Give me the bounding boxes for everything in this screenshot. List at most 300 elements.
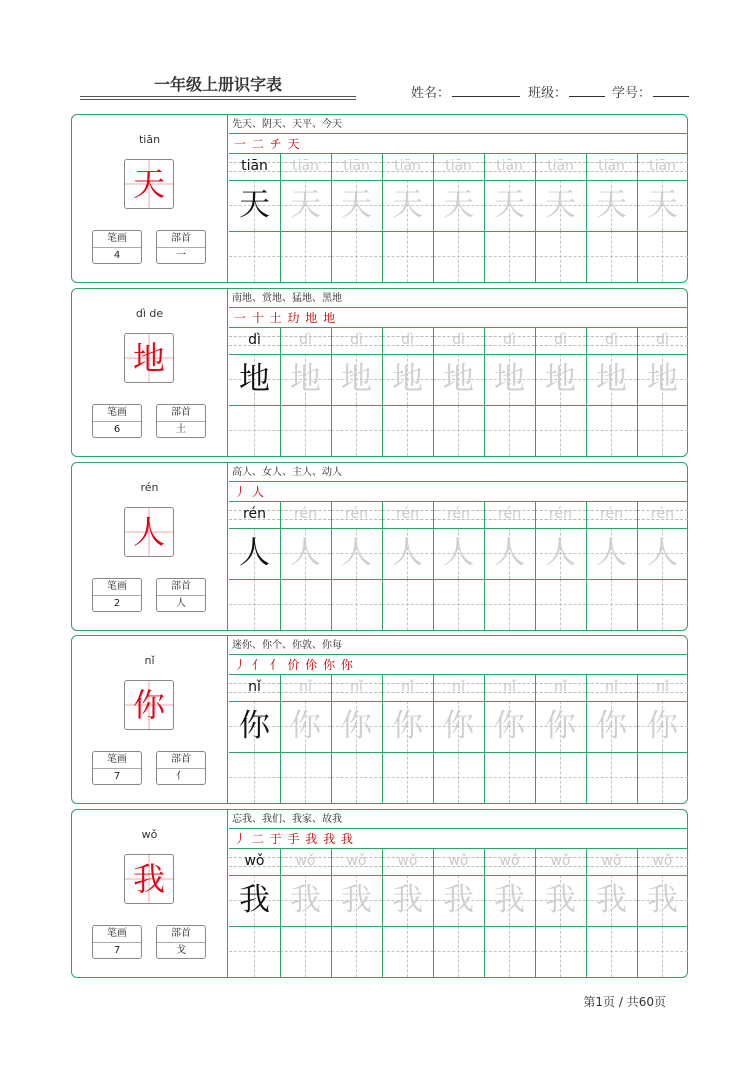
practice-cell[interactable] [433, 328, 484, 456]
stroke-count-label: 笔画 [93, 752, 141, 769]
practice-cell[interactable] [331, 849, 382, 977]
practice-character: 天 [392, 187, 423, 223]
grid-row-line [229, 752, 687, 753]
practice-character: 人 [392, 535, 423, 571]
practice-pinyin: tiān [394, 158, 421, 174]
grid-divider [382, 154, 383, 282]
example-words: 迷你、你个、你敦、你每 [229, 636, 687, 655]
practice-pinyin: wǒ [499, 853, 520, 869]
practice-character: 地 [545, 361, 576, 397]
blank-practice-square[interactable] [433, 579, 484, 630]
character-card [71, 288, 688, 457]
practice-pinyin: rén [600, 506, 623, 522]
grid-divider [535, 675, 536, 803]
grid-divider [331, 502, 332, 630]
practice-pinyin: dì [554, 332, 567, 348]
practice-pinyin: rén [294, 506, 317, 522]
blank-practice-square[interactable] [229, 926, 280, 977]
grid-divider [484, 328, 485, 456]
practice-pinyin: wǒ [244, 853, 265, 869]
practice-pinyin: wǒ [448, 853, 469, 869]
page-number: 第1页 / 共60页 [583, 995, 666, 1009]
practice-character: 我 [290, 882, 321, 918]
practice-character: 地 [596, 361, 627, 397]
blank-practice-square[interactable] [229, 405, 280, 456]
practice-character: 天 [239, 187, 270, 223]
practice-cell[interactable] [280, 328, 331, 456]
practice-character: 天 [545, 187, 576, 223]
radical-label: 部首 [157, 579, 205, 596]
practice-pinyin: tiān [547, 158, 574, 174]
practice-character: 天 [443, 187, 474, 223]
stroke-count-value: 2 [113, 598, 121, 609]
grid-divider [331, 154, 332, 282]
practice-character: 你 [545, 708, 576, 744]
practice-cell[interactable] [331, 328, 382, 456]
blank-practice-square[interactable] [586, 231, 637, 282]
blank-practice-square[interactable] [484, 752, 535, 803]
page-header [0, 0, 756, 110]
practice-character: 我 [596, 882, 627, 918]
title-underline [80, 96, 356, 97]
stroke-count-value: 6 [113, 424, 121, 435]
class-blank[interactable] [569, 84, 605, 97]
character-card [71, 114, 688, 283]
blank-practice-square[interactable] [586, 579, 637, 630]
practice-cell[interactable] [535, 154, 586, 282]
radical-box [156, 578, 206, 612]
practice-cell[interactable] [331, 675, 382, 803]
radical-value: 土 [176, 424, 186, 435]
practice-pinyin: dì [350, 332, 363, 348]
blank-practice-square[interactable] [586, 926, 637, 977]
stroke-count-label: 笔画 [93, 926, 141, 943]
blank-practice-square[interactable] [637, 752, 688, 803]
practice-grid [229, 675, 687, 803]
character-info-panel [72, 810, 228, 977]
blank-practice-square[interactable] [433, 926, 484, 977]
practice-pinyin: dì [605, 332, 618, 348]
practice-cell[interactable] [535, 502, 586, 630]
grid-divider [535, 502, 536, 630]
practice-character: 人 [545, 535, 576, 571]
character-pinyin: dì de [135, 307, 164, 320]
practice-cell[interactable] [382, 849, 433, 977]
character-display: 人 [124, 507, 174, 557]
practice-pinyin: dì [503, 332, 516, 348]
practice-cell[interactable] [637, 849, 688, 977]
radical-value: 亻 [176, 771, 186, 782]
radical-box [156, 751, 206, 785]
blank-practice-square[interactable] [433, 405, 484, 456]
practice-cell[interactable] [229, 328, 280, 456]
grid-divider [331, 328, 332, 456]
practice-cell[interactable] [382, 675, 433, 803]
blank-practice-square[interactable] [586, 405, 637, 456]
blank-practice-square[interactable] [331, 231, 382, 282]
practice-cell[interactable] [331, 154, 382, 282]
practice-cell[interactable] [535, 328, 586, 456]
grid-divider [637, 154, 638, 282]
grid-divider [535, 849, 536, 977]
practice-character: 我 [341, 882, 372, 918]
radical-label: 部首 [157, 405, 205, 422]
stroke-count-label: 笔画 [93, 579, 141, 596]
practice-character: 地 [647, 361, 678, 397]
blank-practice-square[interactable] [331, 405, 382, 456]
practice-pinyin: nǐ [299, 679, 312, 695]
stroke-count-value: 7 [113, 771, 121, 782]
practice-character: 我 [443, 882, 474, 918]
practice-character: 地 [239, 361, 270, 397]
character-card [71, 809, 688, 978]
stroke-count-value: 4 [113, 250, 121, 261]
blank-practice-square[interactable] [331, 926, 382, 977]
blank-practice-square[interactable] [229, 231, 280, 282]
practice-pinyin: rén [498, 506, 521, 522]
name-field[interactable] [411, 82, 520, 101]
blank-practice-square[interactable] [535, 926, 586, 977]
grid-row-line [229, 579, 687, 580]
stroke-order: 一 十 土 玏 地 地 [229, 308, 687, 328]
grid-divider [586, 328, 587, 456]
student-id-label: 学号： [612, 86, 652, 101]
blank-practice-square[interactable] [637, 231, 688, 282]
character-info-panel [72, 463, 228, 630]
practice-pinyin: rén [651, 506, 674, 522]
practice-cell[interactable] [433, 675, 484, 803]
practice-character: 你 [494, 708, 525, 744]
grid-divider [637, 675, 638, 803]
practice-cell[interactable] [586, 502, 637, 630]
blank-practice-square[interactable] [280, 405, 331, 456]
practice-pinyin: nǐ [350, 679, 363, 695]
example-words: 高人、女人、主人、动人 [229, 463, 687, 482]
practice-cell[interactable] [382, 328, 433, 456]
stroke-order: 丿 人 [229, 482, 687, 502]
practice-cell[interactable] [535, 675, 586, 803]
practice-cell[interactable] [637, 502, 688, 630]
blank-practice-square[interactable] [637, 579, 688, 630]
grid-divider [433, 154, 434, 282]
character-pinyin: rén [140, 481, 159, 494]
practice-pinyin: wǒ [295, 853, 316, 869]
practice-pinyin: wǒ [652, 853, 673, 869]
practice-character: 人 [647, 535, 678, 571]
practice-cell[interactable] [637, 328, 688, 456]
practice-character: 你 [239, 708, 270, 744]
stroke-order: 一 二 チ 天 [229, 134, 687, 154]
grid-row-line [229, 231, 687, 232]
radical-value: 一 [176, 250, 186, 261]
blank-practice-square[interactable] [433, 752, 484, 803]
practice-character: 地 [494, 361, 525, 397]
practice-cell[interactable] [229, 849, 280, 977]
grid-divider [433, 502, 434, 630]
grid-divider [484, 849, 485, 977]
practice-grid [229, 849, 687, 977]
stroke-count-box [92, 751, 142, 785]
character-card [71, 462, 688, 631]
practice-character: 我 [545, 882, 576, 918]
grid-divider [586, 849, 587, 977]
grid-divider [484, 502, 485, 630]
radical-box [156, 404, 206, 438]
practice-cell[interactable] [484, 328, 535, 456]
blank-practice-square[interactable] [382, 752, 433, 803]
grid-divider [484, 675, 485, 803]
practice-character: 人 [596, 535, 627, 571]
practice-pinyin: nǐ [656, 679, 669, 695]
grid-divider [433, 849, 434, 977]
practice-character: 天 [596, 187, 627, 223]
practice-character: 我 [647, 882, 678, 918]
example-words: 先天、阴天、天平、今天 [229, 115, 687, 134]
grid-divider [637, 502, 638, 630]
practice-character: 地 [290, 361, 321, 397]
character-card [71, 635, 688, 804]
practice-cell[interactable] [433, 154, 484, 282]
practice-character: 人 [494, 535, 525, 571]
character-info-panel [72, 115, 228, 282]
practice-cell[interactable] [484, 154, 535, 282]
practice-cell[interactable] [484, 502, 535, 630]
character-pinyin: nǐ [144, 654, 155, 667]
grid-divider [280, 502, 281, 630]
practice-pinyin: tiān [292, 158, 319, 174]
grid-divider [586, 154, 587, 282]
practice-pinyin: rén [447, 506, 470, 522]
stroke-count-box [92, 925, 142, 959]
student-id-blank[interactable] [653, 84, 689, 97]
practice-cell[interactable] [331, 502, 382, 630]
blank-practice-square[interactable] [331, 752, 382, 803]
practice-pinyin: rén [396, 506, 419, 522]
practice-cell[interactable] [280, 154, 331, 282]
grid-divider [331, 849, 332, 977]
character-info-panel [72, 289, 228, 456]
practice-pinyin: tiān [598, 158, 625, 174]
name-blank[interactable] [452, 84, 520, 97]
practice-pinyin: dì [299, 332, 312, 348]
blank-practice-square[interactable] [484, 405, 535, 456]
stroke-count-label: 笔画 [93, 405, 141, 422]
blank-practice-square[interactable] [484, 926, 535, 977]
practice-pinyin: dì [452, 332, 465, 348]
practice-pinyin: dì [248, 332, 261, 348]
radical-value: 戈 [176, 945, 186, 956]
practice-character: 地 [392, 361, 423, 397]
practice-pinyin: nǐ [605, 679, 618, 695]
practice-pinyin: wǒ [397, 853, 418, 869]
practice-cell[interactable] [586, 154, 637, 282]
blank-practice-square[interactable] [331, 579, 382, 630]
blank-practice-square[interactable] [382, 579, 433, 630]
practice-cell[interactable] [586, 328, 637, 456]
blank-practice-square[interactable] [280, 752, 331, 803]
practice-pinyin: wǒ [601, 853, 622, 869]
practice-pinyin: tiān [343, 158, 370, 174]
practice-character: 你 [596, 708, 627, 744]
radical-label: 部首 [157, 752, 205, 769]
blank-practice-square[interactable] [484, 579, 535, 630]
practice-grid [229, 328, 687, 456]
blank-practice-square[interactable] [382, 405, 433, 456]
practice-pinyin: wǒ [550, 853, 571, 869]
blank-practice-square[interactable] [229, 752, 280, 803]
practice-character: 你 [290, 708, 321, 744]
blank-practice-square[interactable] [637, 405, 688, 456]
blank-practice-square[interactable] [280, 926, 331, 977]
practice-character: 人 [341, 535, 372, 571]
character-display: 地 [124, 333, 174, 383]
grid-row-line [229, 875, 687, 876]
practice-grid [229, 502, 687, 630]
blank-practice-square[interactable] [586, 752, 637, 803]
practice-character: 地 [341, 361, 372, 397]
grid-divider [382, 502, 383, 630]
student-id-field[interactable] [612, 82, 689, 101]
practice-character: 天 [647, 187, 678, 223]
practice-cell[interactable] [484, 849, 535, 977]
stroke-count-label: 笔画 [93, 231, 141, 248]
character-display: 我 [124, 854, 174, 904]
practice-pinyin: nǐ [248, 679, 261, 695]
grid-divider [535, 328, 536, 456]
practice-pinyin: rén [345, 506, 368, 522]
character-pinyin: wǒ [141, 828, 158, 841]
practice-character: 我 [494, 882, 525, 918]
grid-row-line [229, 701, 687, 702]
grid-divider [586, 502, 587, 630]
grid-row-line [229, 354, 687, 355]
practice-cell[interactable] [484, 675, 535, 803]
stroke-count-box [92, 230, 142, 264]
blank-practice-square[interactable] [229, 579, 280, 630]
blank-practice-square[interactable] [535, 579, 586, 630]
blank-practice-square[interactable] [535, 752, 586, 803]
practice-character: 人 [239, 535, 270, 571]
grid-divider [637, 849, 638, 977]
grid-divider [331, 675, 332, 803]
practice-cell[interactable] [586, 849, 637, 977]
practice-pinyin: rén [549, 506, 572, 522]
blank-practice-square[interactable] [637, 926, 688, 977]
radical-box [156, 230, 206, 264]
example-words: 南地、赏地、猛地、黑地 [229, 289, 687, 308]
grid-divider [280, 849, 281, 977]
practice-cell[interactable] [535, 849, 586, 977]
radical-label: 部首 [157, 926, 205, 943]
grid-divider [280, 154, 281, 282]
practice-pinyin: tiān [445, 158, 472, 174]
practice-pinyin: dì [401, 332, 414, 348]
page-title: 一年级上册识字表 [153, 75, 282, 94]
practice-cell[interactable] [280, 675, 331, 803]
practice-pinyin: tiān [649, 158, 676, 174]
blank-practice-square[interactable] [535, 405, 586, 456]
practice-character: 天 [341, 187, 372, 223]
practice-character: 人 [443, 535, 474, 571]
practice-cell[interactable] [229, 154, 280, 282]
practice-pinyin: tiān [241, 158, 268, 174]
grid-divider [586, 675, 587, 803]
practice-cell[interactable] [382, 502, 433, 630]
practice-cell[interactable] [229, 675, 280, 803]
stroke-count-box [92, 578, 142, 612]
practice-character: 人 [290, 535, 321, 571]
radical-value: 人 [176, 598, 186, 609]
blank-practice-square[interactable] [280, 231, 331, 282]
practice-cell[interactable] [586, 675, 637, 803]
grid-row-line [229, 180, 687, 181]
practice-cell[interactable] [433, 502, 484, 630]
grid-divider [382, 849, 383, 977]
practice-cell[interactable] [433, 849, 484, 977]
example-words: 忘我、我们、我家、故我 [229, 810, 687, 829]
practice-cell[interactable] [637, 675, 688, 803]
grid-row-line [229, 405, 687, 406]
practice-cell[interactable] [382, 154, 433, 282]
title-underline-2 [80, 99, 356, 100]
blank-practice-square[interactable] [382, 926, 433, 977]
stroke-order: 丿 二 于 手 我 我 我 [229, 829, 687, 849]
character-pinyin: tiān [138, 133, 161, 146]
practice-pinyin: nǐ [452, 679, 465, 695]
practice-pinyin: rén [243, 506, 266, 522]
practice-cell[interactable] [280, 849, 331, 977]
grid-divider [280, 328, 281, 456]
class-field[interactable] [528, 82, 605, 101]
grid-divider [484, 154, 485, 282]
blank-practice-square[interactable] [280, 579, 331, 630]
practice-cell[interactable] [280, 502, 331, 630]
grid-row-line [229, 926, 687, 927]
grid-divider [433, 675, 434, 803]
practice-character: 我 [239, 882, 270, 918]
name-label: 姓名： [411, 86, 451, 101]
practice-pinyin: tiān [496, 158, 523, 174]
class-label: 班级： [528, 86, 568, 101]
stroke-count-box [92, 404, 142, 438]
radical-label: 部首 [157, 231, 205, 248]
practice-grid [229, 154, 687, 282]
grid-divider [280, 675, 281, 803]
blank-practice-square[interactable] [433, 231, 484, 282]
character-display: 你 [124, 680, 174, 730]
practice-cell[interactable] [229, 502, 280, 630]
practice-pinyin: dì [656, 332, 669, 348]
practice-pinyin: nǐ [401, 679, 414, 695]
grid-divider [433, 328, 434, 456]
practice-cell[interactable] [637, 154, 688, 282]
practice-character: 你 [392, 708, 423, 744]
radical-box [156, 925, 206, 959]
grid-divider [535, 154, 536, 282]
practice-character: 天 [494, 187, 525, 223]
grid-divider [382, 328, 383, 456]
practice-pinyin: nǐ [503, 679, 516, 695]
stroke-order: 丿 亻 亻 价 伱 你 你 [229, 655, 687, 675]
character-display: 天 [124, 159, 174, 209]
blank-practice-square[interactable] [382, 231, 433, 282]
grid-row-line [229, 528, 687, 529]
practice-character: 你 [341, 708, 372, 744]
practice-pinyin: nǐ [554, 679, 567, 695]
blank-practice-square[interactable] [484, 231, 535, 282]
blank-practice-square[interactable] [535, 231, 586, 282]
practice-character: 你 [647, 708, 678, 744]
